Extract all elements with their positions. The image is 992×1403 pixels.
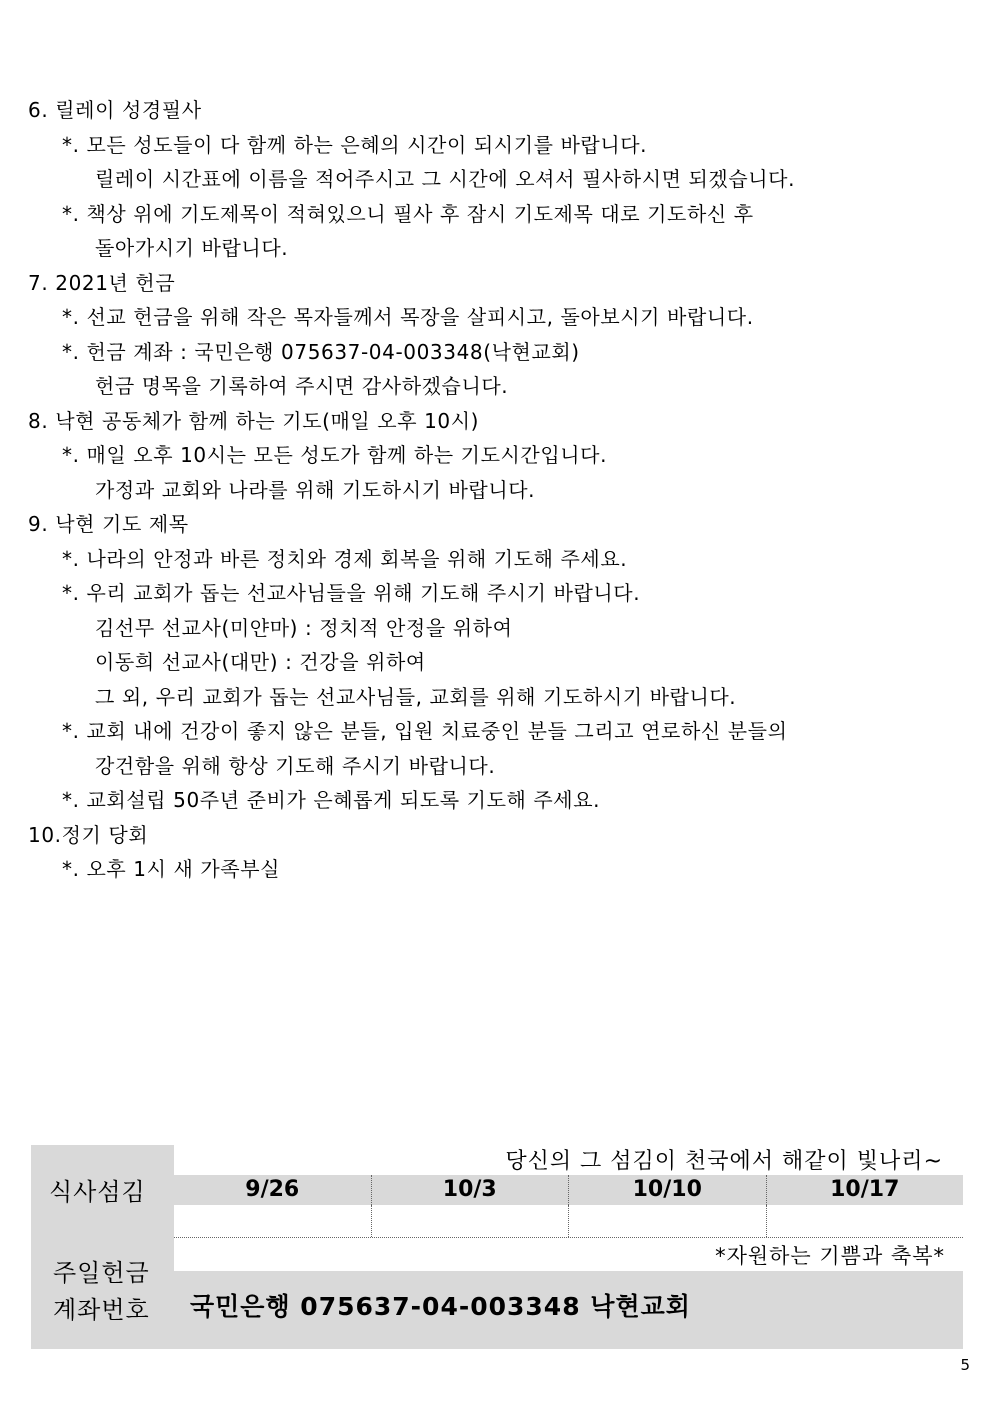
bullet-line: *. 오후 1시 새 가족부실 bbox=[62, 857, 281, 881]
bullet-line: 그 외, 우리 교회가 돕는 선교사님들, 교회를 위해 기도하시기 바랍니다. bbox=[95, 684, 737, 709]
date-cell: 10/10 bbox=[569, 1175, 767, 1205]
bullet-line: 김선무 선교사(미얀마) : 정치적 안정을 위하여 bbox=[95, 615, 513, 640]
page-number: 5 bbox=[960, 1356, 970, 1374]
bullet-line: 이동희 선교사(대만) : 건강을 위하여 bbox=[95, 650, 426, 674]
bullet-line: *. 나라의 안정과 바른 정치와 경제 회복을 위해 기도해 주세요. bbox=[62, 546, 628, 571]
bullet-line: *. 교회 내에 건강이 좋지 않은 분들, 입원 치료중인 분들 그리고 연로하신 분들의 bbox=[62, 719, 788, 743]
section-heading: 9. 낙현 기도 제목 bbox=[28, 512, 189, 536]
bank-account: 국민은행 075637-04-003348 낙현교회 bbox=[190, 1292, 691, 1321]
date-cell: 10/17 bbox=[830, 1177, 900, 1202]
bullet-line: *. 매일 오후 10시는 모든 성도가 함께 하는 기도시간입니다. bbox=[62, 443, 608, 467]
bullet-line: 돌아가시기 바랍니다. bbox=[95, 236, 289, 260]
bank-account-row bbox=[174, 1271, 963, 1349]
server-row bbox=[174, 1205, 963, 1238]
bullet-line: 릴레이 시간표에 이름을 적어주시고 그 시간에 오셔서 필사하시면 되겠습니다. bbox=[95, 167, 796, 191]
service-box bbox=[31, 1145, 963, 1349]
account-label: 계좌번호 bbox=[53, 1296, 150, 1324]
server-cell bbox=[767, 1205, 964, 1237]
bullet-line: *. 교회설립 50주년 준비가 은혜롭게 되도록 기도해 주세요. bbox=[62, 788, 601, 812]
bullet-line: 헌금 명목을 기록하여 주시면 감사하겠습니다. bbox=[95, 374, 509, 398]
label-column bbox=[31, 1145, 174, 1349]
section-heading: 7. 2021년 헌금 bbox=[28, 270, 176, 295]
meal-label: 식사섬김 bbox=[49, 1178, 146, 1206]
bullet-line: *. 헌금 계좌 : 국민은행 075637-04-003348(낙현교회) bbox=[62, 339, 580, 364]
server-cell bbox=[174, 1205, 372, 1237]
section-heading: 6. 릴레이 성경필사 bbox=[28, 98, 202, 122]
date-cell: 10/3 bbox=[372, 1175, 570, 1205]
date-cell: 9/26 bbox=[174, 1175, 372, 1205]
server-cell bbox=[372, 1205, 570, 1237]
bullet-line: *. 모든 성도들이 다 함께 하는 은혜의 시간이 되시기를 바랍니다. bbox=[62, 132, 648, 157]
bullet-line: 강건함을 위해 항상 기도해 주시기 바랍니다. bbox=[95, 753, 496, 778]
server-cell bbox=[569, 1205, 767, 1237]
bullet-line: *. 선교 헌금을 위해 작은 목자들께서 목장을 살피시고, 돌아보시기 바랍니다. bbox=[62, 305, 754, 329]
bullet-line: *. 책상 위에 기도제목이 적혀있으니 필사 후 잠시 기도제목 대로 기도하신 후 bbox=[62, 201, 754, 226]
bullet-line: 가정과 교회와 나라를 위해 기도하시기 바랍니다. bbox=[95, 477, 536, 502]
section-heading: 10.정기 당회 bbox=[28, 822, 149, 847]
date-row bbox=[174, 1175, 963, 1205]
detail-column bbox=[174, 1145, 963, 1349]
offering-label: 주일헌금 bbox=[53, 1259, 150, 1287]
bullet-line: *. 우리 교회가 돕는 선교사님들을 위해 기도해 주시기 바랍니다. bbox=[62, 581, 641, 605]
offering-note: *자원하는 기쁨과 축복* bbox=[715, 1244, 945, 1268]
slogan: 당신의 그 섬김이 천국에서 해같이 빛나리~ bbox=[505, 1149, 943, 1174]
section-heading: 8. 낙현 공동체가 함께 하는 기도(매일 오후 10시) bbox=[28, 408, 480, 433]
